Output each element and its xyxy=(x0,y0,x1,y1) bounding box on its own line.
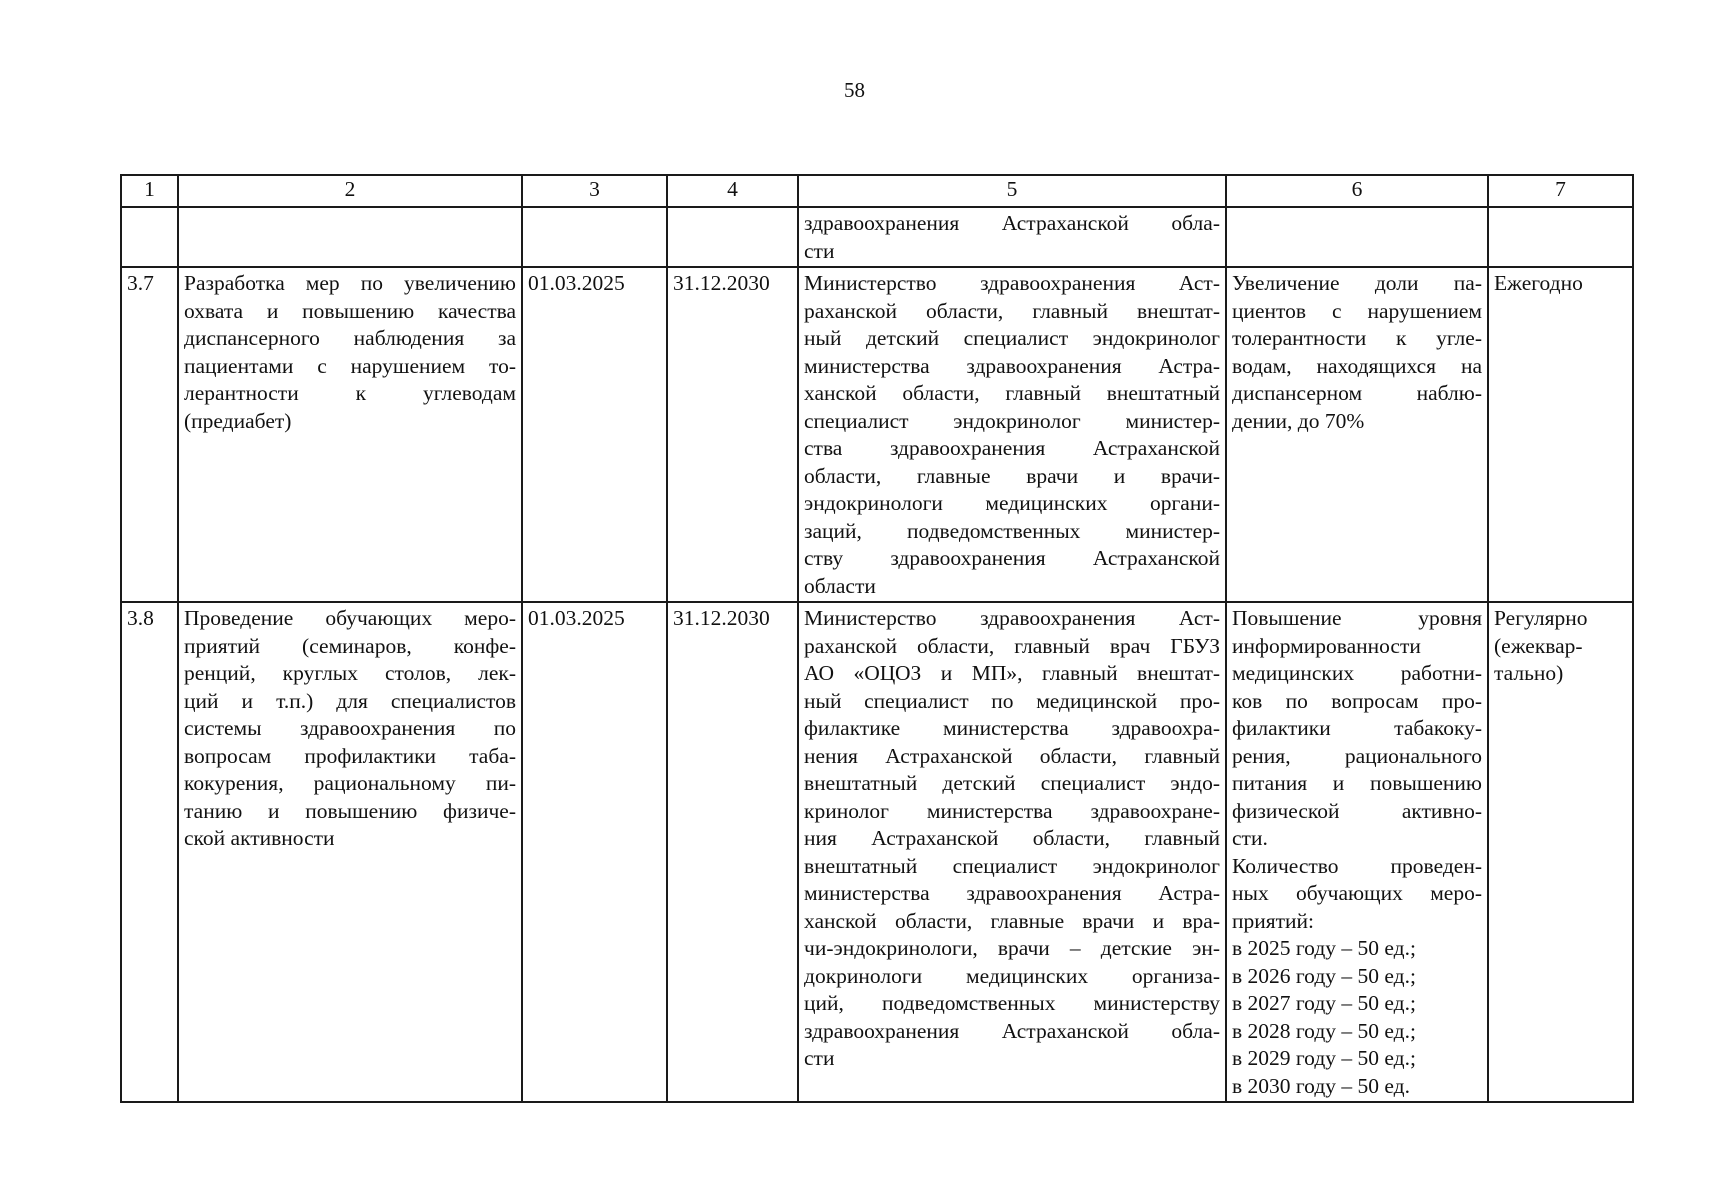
text-line: сти. xyxy=(1232,826,1268,850)
responsible-cell xyxy=(798,267,1226,602)
text-line: ков по вопросам про- xyxy=(1232,688,1482,713)
text-line: Количество проведен- xyxy=(1232,853,1482,878)
text-line: Разработка мер по увеличению xyxy=(184,271,516,295)
column-header: 2 xyxy=(178,175,522,207)
column-header: 5 xyxy=(798,175,1226,207)
text-line: вопросам профилактики таба- xyxy=(184,743,516,768)
text-line: кринолог министерства здравоохране- xyxy=(804,798,1220,823)
responsible-cell xyxy=(798,207,1226,267)
text-line: ных обучающих меро- xyxy=(1232,881,1482,905)
text-line: заций, подведомственных министер- xyxy=(804,518,1220,543)
text-line: в 2025 году – 50 ед.; xyxy=(1232,936,1416,960)
text-line: Увеличение доли па- xyxy=(1232,271,1482,295)
text-line: танию и повышению физиче- xyxy=(184,798,516,823)
result-cell xyxy=(1226,602,1488,1102)
column-header: 4 xyxy=(667,175,798,207)
text-line: ный детский специалист эндокринолог xyxy=(804,326,1220,350)
text-line: эндокринологи медицинских органи- xyxy=(804,491,1220,515)
text-line: Министерство здравоохранения Аст- xyxy=(804,271,1220,295)
text-line: системы здравоохранения по xyxy=(184,716,516,740)
text-line: тально) xyxy=(1494,661,1564,685)
text-line: приятий: xyxy=(1232,908,1315,933)
text-line: (предиабет) xyxy=(184,408,292,433)
text-line: рения, рационального xyxy=(1232,743,1482,768)
text-line: ций и т.п.) для специалистов xyxy=(184,688,516,713)
text-line: ный специалист по медицинской про- xyxy=(804,688,1220,713)
text-line: области, главные врачи и врачи- xyxy=(804,463,1220,488)
text-line: приятий (семинаров, конфе- xyxy=(184,633,516,658)
text-line: ства здравоохранения Астраханской xyxy=(804,436,1220,460)
text-line: охвата и повышению качества xyxy=(184,298,516,323)
number-cell: 3.8 xyxy=(121,602,178,1102)
continuation-row xyxy=(121,207,1633,267)
text-line: Регулярно xyxy=(1494,606,1588,630)
start-date-cell: 01.03.2025 xyxy=(522,267,667,602)
text-line: ния Астраханской области, главный xyxy=(804,826,1220,850)
column-header: 6 xyxy=(1226,175,1488,207)
text-line: здравоохранения Астраханской обла- xyxy=(804,1018,1220,1043)
number-cell xyxy=(121,207,178,267)
column-header: 3 xyxy=(522,175,667,207)
result-cell xyxy=(1226,267,1488,602)
text-line: раханской области, главный врач ГБУЗ xyxy=(804,633,1220,658)
text-line: министерства здравоохранения Астра- xyxy=(804,881,1220,905)
frequency-cell xyxy=(1488,207,1633,267)
text-line: лерантности к углеводам xyxy=(184,381,516,405)
text-line: диспансерном наблю- xyxy=(1232,381,1482,405)
text-line: дении, до 70% xyxy=(1232,408,1365,433)
text-line: Министерство здравоохранения Аст- xyxy=(804,606,1220,630)
end-date-cell: 31.12.2030 xyxy=(667,267,798,602)
end-date-cell: 31.12.2030 xyxy=(667,602,798,1102)
text-line: нения Астраханской области, главный xyxy=(804,743,1220,768)
text-line: физической активно- xyxy=(1232,798,1482,823)
number-cell: 3.7 xyxy=(121,267,178,602)
text-line: внештатный специалист эндокринолог xyxy=(804,853,1220,878)
end-date-cell xyxy=(667,207,798,267)
text-line: ренций, круглых столов, лек- xyxy=(184,661,516,685)
start-date-cell xyxy=(522,207,667,267)
text-line: ханской области, главный внештатный xyxy=(804,381,1220,405)
text-line: докринологи медицинских организа- xyxy=(804,963,1220,988)
text-line: в 2027 году – 50 ед.; xyxy=(1232,991,1416,1015)
activity-cell xyxy=(178,602,522,1102)
text-line: ству здравоохранения Астраханской xyxy=(804,546,1220,570)
text-line: водам, находящихся на xyxy=(1232,353,1482,378)
page-number: 58 xyxy=(844,78,865,102)
text-line: сти xyxy=(804,1046,835,1070)
text-line: циентов с нарушением xyxy=(1232,298,1482,323)
text-line: в 2029 году – 50 ед.; xyxy=(1232,1046,1416,1070)
text-line: кокурения, рациональному пи- xyxy=(184,771,516,795)
text-line: Ежегодно xyxy=(1494,271,1583,295)
text-line: питания и повышению xyxy=(1232,771,1482,795)
plan-table xyxy=(120,174,1634,1103)
text-line: в 2028 году – 50 ед.; xyxy=(1232,1018,1416,1043)
table-row xyxy=(121,267,1633,602)
text-line: сти xyxy=(804,238,835,263)
text-line: внештатный детский специалист эндо- xyxy=(804,771,1220,795)
text-line: министерства здравоохранения Астра- xyxy=(804,353,1220,378)
text-line: Повышение уровня xyxy=(1232,606,1482,630)
text-line: ций, подведомственных министерству xyxy=(804,991,1220,1015)
text-line: филактике министерства здравоохра- xyxy=(804,716,1220,740)
result-cell xyxy=(1226,207,1488,267)
text-line: (ежеквар- xyxy=(1494,633,1583,658)
frequency-cell xyxy=(1488,267,1633,602)
text-line: информированности xyxy=(1232,633,1421,658)
text-line: здравоохранения Астраханской обла- xyxy=(804,211,1220,235)
text-line: области xyxy=(804,573,876,598)
text-line: Проведение обучающих меро- xyxy=(184,606,516,630)
text-line: АО «ОЦОЗ и МП», главный внештат- xyxy=(804,661,1220,685)
column-header: 1 xyxy=(121,175,178,207)
responsible-cell xyxy=(798,602,1226,1102)
text-line: пациентами с нарушением то- xyxy=(184,353,516,378)
text-line: раханской области, главный внештат- xyxy=(804,298,1220,323)
text-line: чи-эндокринологи, врачи – детские эн- xyxy=(804,936,1220,960)
column-number-row xyxy=(121,175,1633,207)
frequency-cell xyxy=(1488,602,1633,1102)
text-line: в 2030 году – 50 ед. xyxy=(1232,1073,1410,1098)
text-line: специалист эндокринолог министер- xyxy=(804,408,1220,433)
text-line: филактики табакоку- xyxy=(1232,716,1482,740)
table-row xyxy=(121,602,1633,1102)
activity-cell xyxy=(178,207,522,267)
start-date-cell: 01.03.2025 xyxy=(522,602,667,1102)
text-line: в 2026 году – 50 ед.; xyxy=(1232,963,1416,988)
column-header: 7 xyxy=(1488,175,1633,207)
text-line: ханской области, главные врачи и вра- xyxy=(804,908,1220,933)
activity-cell xyxy=(178,267,522,602)
text-line: диспансерного наблюдения за xyxy=(184,326,516,350)
text-line: ской активности xyxy=(184,826,335,850)
text-line: толерантности к угле- xyxy=(1232,326,1482,350)
text-line: медицинских работни- xyxy=(1232,661,1482,685)
